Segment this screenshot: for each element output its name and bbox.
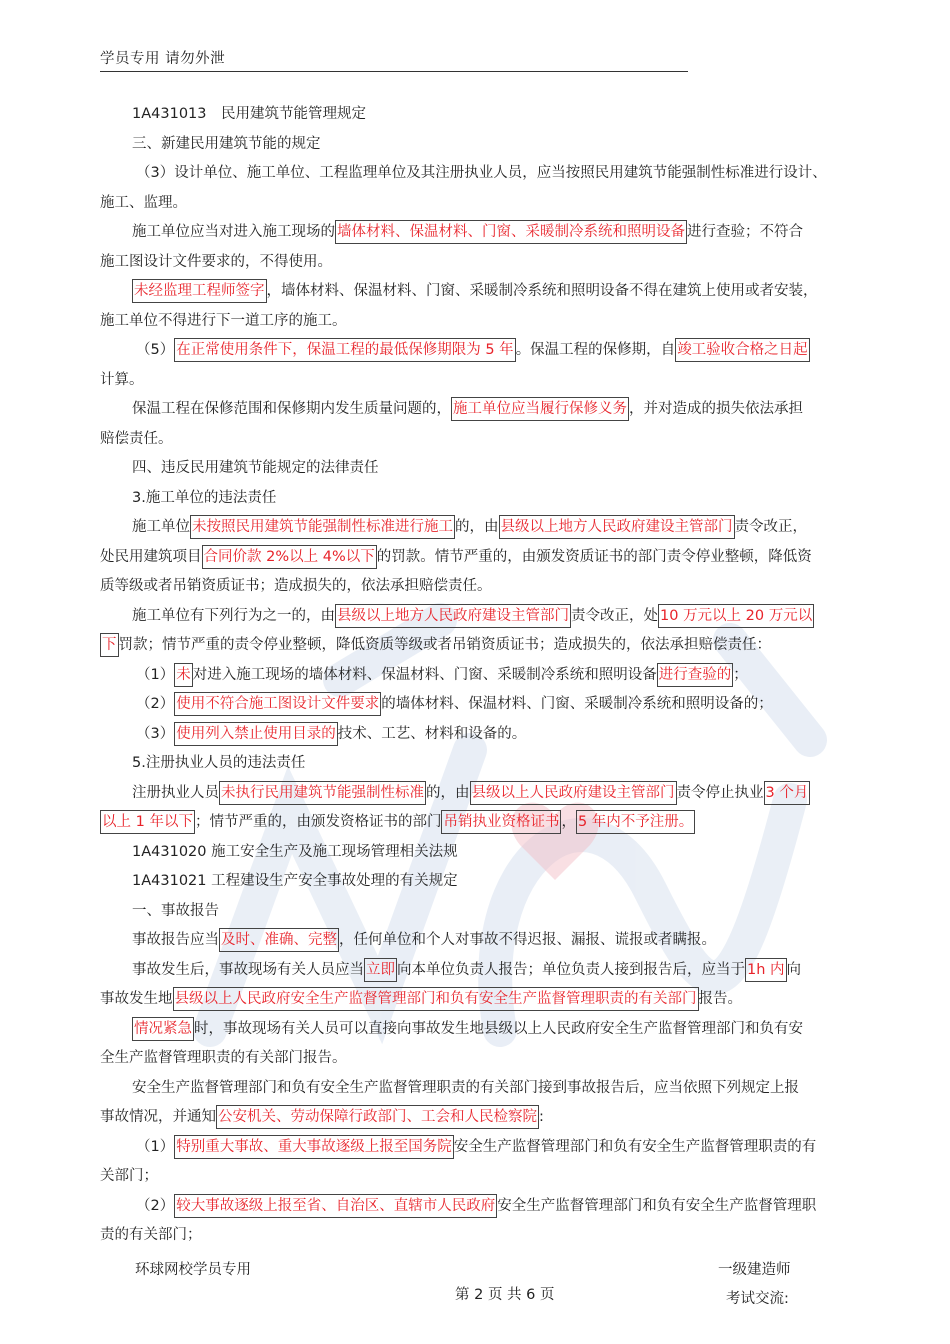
text-run: 事故报告应当 bbox=[132, 932, 219, 948]
highlight-box: 较大事故逐级上报至省、自治区、直辖市人民政府 bbox=[174, 1194, 497, 1218]
highlight-box: 吊销执业资格证书 bbox=[441, 810, 561, 834]
text-run: 的，由 bbox=[455, 519, 499, 535]
text-run: ， bbox=[561, 814, 576, 830]
paragraph-line: 施工单位不得进行下一道工序的施工。 bbox=[100, 312, 347, 329]
text-run: 责令停止执业 bbox=[676, 784, 764, 801]
paragraph-line: 施工图设计文件要求的，不得使用。 bbox=[100, 253, 332, 270]
text-run: 。保温工程的保修期，自 bbox=[515, 342, 676, 358]
paragraph-line bbox=[100, 926, 870, 956]
list-marker: （1） bbox=[136, 666, 175, 683]
text-run: 的，由 bbox=[426, 784, 470, 801]
section-heading: 四、违反民用建筑节能规定的法律责任 bbox=[132, 460, 379, 476]
text-run: 的罚款。情节严重的，由颁发资质证书的部门责令停业整顿，降低资 bbox=[376, 548, 812, 565]
text-run: ，任何单位和个人对事故不得迟报、漏报、谎报或者瞒报。 bbox=[339, 932, 716, 948]
text-run: 处民用建筑项目 bbox=[100, 548, 202, 565]
paragraph-line bbox=[100, 1015, 870, 1045]
subsection-heading: 3.施工单位的违法责任 bbox=[132, 489, 277, 506]
text-run: 的墙体材料、保温材料、门窗、采暖制冷系统和照明设备的； bbox=[381, 696, 773, 712]
list-item bbox=[100, 1192, 870, 1222]
text-run: 向 bbox=[786, 961, 802, 978]
text-run: 施工单位有下列行为之一的，由 bbox=[132, 607, 335, 624]
text-run: 罚款；情节严重的责令停业整顿，降低资质等级或者吊销资质证书；造成损失的，依法承担赔偿责任： bbox=[118, 637, 771, 653]
document-body bbox=[100, 100, 870, 1251]
paragraph-line bbox=[100, 336, 870, 366]
highlight-box: 县级以上地方人民政府建设主管部门 bbox=[335, 604, 571, 628]
paragraph-line bbox=[100, 1103, 870, 1133]
section-heading: 一、事故报告 bbox=[132, 902, 219, 919]
footer-right-top: 一级建造师 bbox=[718, 1262, 791, 1278]
footer-left: 环球网校学员专用 bbox=[135, 1262, 251, 1278]
text-run: 进行查验；不符合 bbox=[687, 224, 803, 240]
highlight-box: 在正常使用条件下，保温工程的最低保修期限为 5 年 bbox=[174, 338, 515, 362]
text-run: 注册执业人员 bbox=[132, 784, 219, 801]
text-run: 安全生产监督管理部门和负有安全生产监督管理职 bbox=[497, 1197, 817, 1214]
paragraph-line: 责的有关部门； bbox=[100, 1227, 202, 1243]
text-run: 时，事故现场有关人员可以直接向事故发生地县级以上人民政府安全生产监督管理部门和负有安 bbox=[194, 1020, 803, 1037]
paragraph-line bbox=[100, 985, 870, 1015]
text-run: 事故情况，并通知 bbox=[100, 1109, 216, 1125]
highlight-box: 5 年内不予注册。 bbox=[576, 810, 695, 834]
text-run: 向本单位负责人报告；单位负责人接到报告后，应当于 bbox=[397, 961, 745, 978]
paragraph-line bbox=[100, 218, 870, 248]
highlight-box: 合同价款 2%以上 4%以下 bbox=[202, 545, 377, 569]
paragraph-line: 赔偿责任。 bbox=[100, 430, 173, 447]
highlight-box: 立即 bbox=[364, 958, 397, 982]
paragraph-line: 计算。 bbox=[100, 371, 144, 388]
highlight-box: 10 万元以上 20 万元以 bbox=[658, 604, 814, 628]
list-marker: （1） bbox=[136, 1138, 175, 1155]
footer-right-bottom: 考试交流: bbox=[726, 1291, 789, 1307]
paragraph-line bbox=[100, 808, 870, 838]
highlight-box: 及时、准确、完整 bbox=[219, 928, 339, 952]
text-run: （5） bbox=[136, 342, 175, 358]
list-marker: （2） bbox=[136, 696, 175, 712]
section-code: 1A431013 民用建筑节能管理规定 bbox=[132, 106, 366, 122]
highlight-box: 县级以上地方人民政府建设主管部门 bbox=[499, 515, 735, 539]
section-heading: 三、新建民用建筑节能的规定 bbox=[132, 135, 321, 152]
text-run: 安全生产监督管理部门和负有安全生产监督管理职责的有 bbox=[453, 1138, 817, 1155]
highlight-box: 3 个月 bbox=[764, 781, 811, 805]
paragraph-line: 安全生产监督管理部门和负有安全生产监督管理职责的有关部门接到事故报告后，应当依照下列规定上报 bbox=[132, 1079, 799, 1096]
paragraph-line bbox=[100, 631, 870, 661]
highlight-box: 施工单位应当履行保修义务 bbox=[451, 397, 629, 421]
section-code: 1A431021 工程建设生产安全事故处理的有关规定 bbox=[132, 873, 458, 889]
highlight-box: 县级以上人民政府建设主管部门 bbox=[470, 781, 677, 805]
text-run: ，墙体材料、保温材料、门窗、采暖制冷系统和照明设备不得在建筑上使用或者安装， bbox=[266, 283, 818, 299]
highlight-box: 下 bbox=[100, 633, 119, 657]
paragraph-line bbox=[100, 956, 870, 986]
paragraph-line: 施工、监理。 bbox=[100, 194, 187, 211]
paragraph-line bbox=[100, 513, 870, 543]
paragraph-line bbox=[100, 602, 870, 632]
paragraph-line: 质等级或者吊销资质证书；造成损失的，依法承担赔偿责任。 bbox=[100, 578, 492, 594]
highlight-box: 未按照民用建筑节能强制性标准进行施工 bbox=[190, 515, 455, 539]
paragraph-line: （3）设计单位、施工单位、工程监理单位及其注册执业人员，应当按照民用建筑节能强制性标准进行设计、 bbox=[136, 165, 827, 181]
text-run: ，并对造成的损失依法承担 bbox=[629, 401, 803, 417]
paragraph-line bbox=[100, 277, 870, 307]
highlight-box: 以上 1 年以下 bbox=[100, 810, 195, 834]
highlight-box: 县级以上人民政府安全生产监督管理部门和负有安全生产监督管理职责的有关部门 bbox=[173, 987, 699, 1011]
text-run: 报告。 bbox=[698, 991, 742, 1007]
text-run: 施工单位应当对进入施工现场的 bbox=[132, 224, 335, 240]
text-run: 事故发生地 bbox=[100, 991, 173, 1007]
text-run: ；情节严重的，由颁发资格证书的部门 bbox=[194, 814, 442, 830]
highlight-box: 墙体材料、保温材料、门窗、采暖制冷系统和照明设备 bbox=[335, 220, 687, 244]
text-run: 施工单位 bbox=[132, 519, 190, 535]
list-marker: （2） bbox=[136, 1197, 175, 1214]
text-run: : bbox=[539, 1109, 544, 1125]
highlight-box: 竣工验收合格之日起 bbox=[675, 338, 810, 362]
highlight-box: 进行查验的 bbox=[657, 663, 734, 687]
page-header: 学员专用 请勿外泄 bbox=[100, 50, 688, 72]
paragraph-line bbox=[100, 779, 870, 809]
highlight-box: 特别重大事故、重大事故逐级上报至国务院 bbox=[174, 1135, 454, 1159]
text-run: 保温工程在保修范围和保修期内发生质量问题的， bbox=[132, 401, 451, 417]
subsection-heading: 5.注册执业人员的违法责任 bbox=[132, 755, 306, 771]
paragraph-line: 全生产监督管理职责的有关部门报告。 bbox=[100, 1050, 347, 1066]
list-marker: （3） bbox=[136, 725, 175, 742]
highlight-box: 1h 内 bbox=[745, 958, 787, 982]
text-run: 对进入施工现场的墙体材料、保温材料、门窗、采暖制冷系统和照明设备 bbox=[192, 666, 657, 683]
text-run: 责令改正，处 bbox=[571, 607, 658, 624]
highlight-box: 未经监理工程师签字 bbox=[132, 279, 267, 303]
text-run: 责令改正， bbox=[734, 519, 807, 535]
text-run: 事故发生后，事故现场有关人员应当 bbox=[132, 961, 364, 978]
highlight-box: 情况紧急 bbox=[132, 1017, 194, 1041]
highlight-box: 未执行民用建筑节能强制性标准 bbox=[219, 781, 426, 805]
list-item bbox=[100, 720, 870, 750]
list-item bbox=[100, 1133, 870, 1163]
list-item bbox=[100, 690, 870, 720]
highlight-box: 公安机关、劳动保障行政部门、工会和人民检察院 bbox=[216, 1105, 539, 1129]
section-code: 1A431020 施工安全生产及施工现场管理相关法规 bbox=[132, 843, 458, 860]
highlight-box: 未 bbox=[174, 663, 193, 687]
text-run: ； bbox=[733, 666, 748, 683]
paragraph-line bbox=[100, 543, 870, 573]
highlight-box: 使用列入禁止使用目录的 bbox=[174, 722, 338, 746]
page-number: 第 2 页 共 6 页 bbox=[455, 1287, 555, 1303]
highlight-box: 使用不符合施工图设计文件要求 bbox=[174, 692, 381, 716]
paragraph-line bbox=[100, 395, 870, 425]
list-item bbox=[100, 661, 870, 691]
text-run: 技术、工艺、材料和设备的。 bbox=[337, 725, 527, 742]
paragraph-line: 关部门； bbox=[100, 1168, 158, 1184]
